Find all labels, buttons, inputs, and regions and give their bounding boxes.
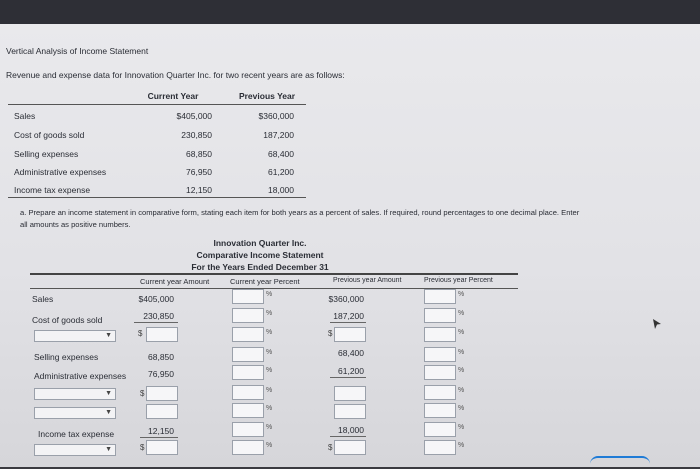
dollar-sign: $ (328, 329, 333, 338)
py-percent-input-row3[interactable] (424, 327, 456, 342)
dollar-sign: $ (138, 329, 143, 338)
row-label-select-1[interactable] (34, 330, 116, 342)
percent-sign: % (266, 329, 273, 336)
row-label: Administrative expenses (14, 167, 107, 177)
browser-top-bar (0, 0, 700, 24)
dollar-sign: $ (140, 443, 145, 452)
stmt-cy-cogs: 230,850 (143, 311, 174, 321)
statement-name: Comparative Income Statement (196, 250, 324, 260)
percent-sign: % (458, 329, 465, 336)
row-label-select-2[interactable] (34, 388, 116, 400)
py-amount-input-row6[interactable] (334, 386, 366, 401)
stmt-py-sales: $360,000 (328, 294, 364, 304)
percent-sign: % (458, 367, 465, 374)
stmt-py-admin: 61,200 (338, 366, 364, 376)
stmt-cy-tax: 12,150 (148, 426, 174, 436)
py-percent-input-cogs[interactable] (424, 308, 456, 323)
percent-sign: % (266, 349, 273, 356)
py-percent-input-selling[interactable] (424, 347, 456, 362)
py-percent-input-row9[interactable] (424, 440, 456, 455)
tax-py-underline (330, 436, 366, 437)
row-previous: 18,000 (268, 185, 294, 195)
stmt-py-cogs: 187,200 (333, 311, 364, 321)
cy-percent-input-row9[interactable] (232, 440, 264, 455)
cy-percent-input-selling[interactable] (232, 347, 264, 362)
stmt-label-admin: Administrative expenses (34, 371, 127, 381)
cy-amount-input-row7[interactable] (146, 404, 178, 419)
cy-percent-input-sales[interactable] (232, 289, 264, 304)
percent-sign: % (266, 367, 273, 374)
col-cy-amount: Current year Amount (140, 277, 210, 286)
cy-percent-input-cogs[interactable] (232, 308, 264, 323)
cy-percent-input-row6[interactable] (232, 385, 264, 400)
percent-sign: % (266, 310, 273, 317)
chevron-down-icon: ▼ (105, 409, 112, 416)
statement-period: For the Years Ended December 31 (191, 262, 329, 272)
stmt-py-tax: 18,000 (338, 425, 364, 435)
stmt-label-sales: Sales (32, 294, 54, 304)
cogs-cy-underline (134, 322, 178, 323)
cy-amount-input-row9[interactable] (146, 440, 178, 455)
stmt-cy-selling: 68,850 (148, 352, 174, 362)
row-current: $405,000 (176, 111, 212, 121)
col-cy-percent: Current year Percent (230, 277, 300, 286)
col-py-amount: Previous year Amount (333, 277, 402, 284)
page-title: Vertical Analysis of Income Statement (6, 46, 149, 56)
row-label: Selling expenses (14, 149, 79, 159)
row-current: 230,850 (181, 130, 212, 140)
cy-amount-input-row6[interactable] (146, 386, 178, 401)
cy-percent-input-row7[interactable] (232, 403, 264, 418)
py-percent-input-tax[interactable] (424, 422, 456, 437)
next-button[interactable] (590, 456, 650, 469)
stmt-cy-admin: 76,950 (148, 369, 174, 379)
percent-sign: % (266, 442, 273, 449)
row-previous: 61,200 (268, 167, 294, 177)
percent-sign: % (458, 442, 465, 449)
percent-sign: % (458, 387, 465, 394)
chevron-down-icon: ▼ (105, 446, 112, 453)
header-previous-year: Previous Year (238, 91, 296, 101)
percent-sign: % (458, 405, 465, 412)
stmt-py-selling: 68,400 (338, 348, 364, 358)
row-label-select-3[interactable] (34, 407, 116, 419)
chevron-down-icon: ▼ (105, 332, 112, 339)
instructions-line-2: all amounts as positive numbers. (20, 220, 131, 229)
cogs-py-underline (330, 322, 366, 323)
percent-sign: % (458, 291, 465, 298)
table-bottom-rule (8, 197, 306, 198)
percent-sign: % (266, 424, 273, 431)
row-label-select-4[interactable] (34, 444, 116, 456)
percent-sign: % (266, 405, 273, 412)
statement-heading-rule (30, 273, 518, 275)
stmt-label-tax: Income tax expense (38, 429, 115, 439)
row-previous: 68,400 (268, 149, 294, 159)
row-label: Cost of goods sold (14, 130, 85, 140)
cy-percent-input-admin[interactable] (232, 365, 264, 380)
py-percent-input-row7[interactable] (424, 403, 456, 418)
row-current: 12,150 (186, 185, 212, 195)
intro-text: Revenue and expense data for Innovation Quarter Inc. for two recent years are as follows: (6, 70, 345, 80)
percent-sign: % (266, 291, 273, 298)
problem-sheet (0, 24, 700, 467)
tax-cy-underline (140, 437, 178, 438)
cy-percent-input-row3[interactable] (232, 327, 264, 342)
py-amount-input-row9[interactable] (334, 440, 366, 455)
admin-py-underline (330, 377, 366, 378)
col-py-percent: Previous year Percent (424, 277, 493, 284)
stmt-label-cogs: Cost of goods sold (32, 315, 103, 325)
py-amount-input-row7[interactable] (334, 404, 366, 419)
cy-percent-input-tax[interactable] (232, 422, 264, 437)
mouse-cursor-icon (652, 318, 662, 330)
cy-amount-input-row3[interactable] (146, 327, 178, 342)
dollar-sign: $ (140, 389, 145, 398)
row-label: Sales (14, 111, 36, 121)
percent-sign: % (458, 310, 465, 317)
stmt-label-selling: Selling expenses (34, 352, 99, 362)
row-previous: $360,000 (258, 111, 294, 121)
header-current-year: Current Year (147, 91, 199, 101)
chevron-down-icon: ▼ (105, 390, 112, 397)
py-percent-input-sales[interactable] (424, 289, 456, 304)
percent-sign: % (266, 387, 273, 394)
dollar-sign: $ (328, 443, 333, 452)
percent-sign: % (458, 349, 465, 356)
row-current: 68,850 (186, 149, 212, 159)
row-previous: 187,200 (263, 130, 294, 140)
py-amount-input-row3[interactable] (334, 327, 366, 342)
stmt-cy-sales: $405,000 (138, 294, 174, 304)
py-percent-input-admin[interactable] (424, 365, 456, 380)
row-current: 76,950 (186, 167, 212, 177)
py-percent-input-row6[interactable] (424, 385, 456, 400)
instructions-line-1: a. Prepare an income statement in comparative form, stating each item for both years as a percent of sales. If required, round percentages to one decimal place. Enter (20, 208, 580, 217)
row-label: Income tax expense (14, 185, 91, 195)
percent-sign: % (458, 424, 465, 431)
statement-company: Innovation Quarter Inc. (213, 238, 307, 248)
table-header-rule (8, 104, 306, 105)
